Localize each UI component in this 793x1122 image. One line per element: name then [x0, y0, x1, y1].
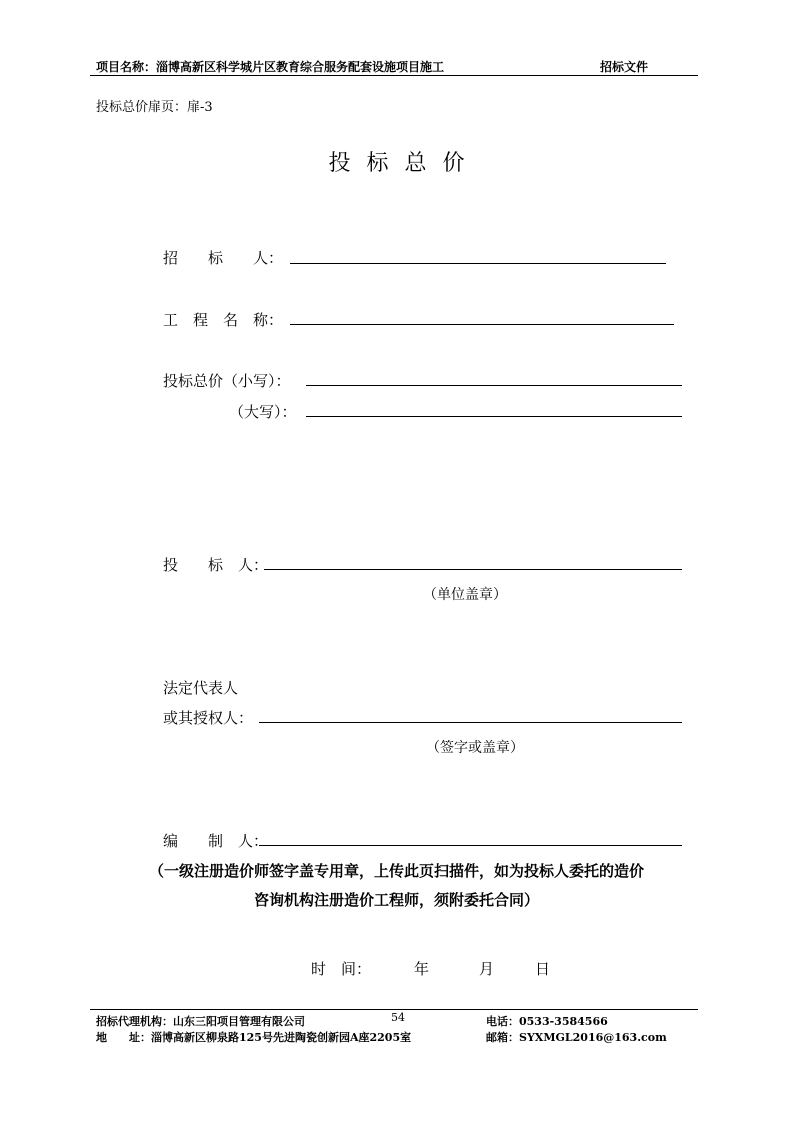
date-month-label: 月	[479, 960, 495, 978]
page-title: 投标总价	[328, 151, 481, 176]
page-number: 54	[391, 1011, 405, 1024]
footer-email: 邮箱：SYXMGL2016@163.com	[486, 1031, 667, 1044]
date-time-label: 时 间：	[311, 960, 372, 978]
tenderee-line[interactable]	[290, 263, 666, 264]
price-uppercase-label: （大写）：	[229, 403, 297, 421]
authorized-person-line[interactable]	[259, 722, 682, 723]
header-project-name: 项目名称：淄博高新区科学城片区教育综合服务配套设施项目施工	[96, 60, 445, 74]
price-uppercase-line[interactable]	[306, 416, 682, 417]
header-divider	[90, 75, 698, 76]
footer-address: 地 址：淄博高新区柳泉路125号先进陶瓷创新园A座2205室	[96, 1031, 412, 1044]
price-lowercase-line[interactable]	[306, 385, 682, 386]
compiler-instruction-line2: 咨询机构注册造价工程师，须附委托合同）	[253, 891, 539, 909]
page-label: 投标总价扉页：扉-3	[96, 100, 213, 115]
project-name-label: 工 程 名 称：	[163, 311, 284, 329]
price-lowercase-label: 投标总价（小写）：	[163, 372, 291, 390]
compiler-label: 编 制 人：	[163, 832, 269, 850]
footer-divider	[90, 1009, 698, 1010]
footer-phone: 电话：0533-3584566	[486, 1015, 608, 1028]
compiler-instruction-line1: （一级注册造价师签字盖专用章，上传此页扫描件，如为投标人委托的造价	[148, 862, 644, 880]
bidder-line[interactable]	[264, 569, 682, 570]
tenderee-label: 招 标 人：	[163, 249, 284, 267]
date-year-label: 年	[414, 960, 430, 978]
date-day-label: 日	[535, 960, 551, 978]
project-name-line[interactable]	[290, 324, 674, 325]
footer-agency: 招标代理机构：山东三阳项目管理有限公司	[96, 1015, 305, 1028]
header-document-type: 招标文件	[600, 60, 649, 74]
authorized-person-label: 或其授权人：	[163, 709, 254, 727]
compiler-line[interactable]	[259, 845, 682, 846]
bidder-seal-note: （单位盖章）	[423, 587, 507, 603]
legal-representative-label: 法定代表人	[163, 679, 239, 697]
signature-note: （签字或盖章）	[426, 740, 524, 756]
bidder-label: 投 标 人：	[163, 556, 269, 574]
